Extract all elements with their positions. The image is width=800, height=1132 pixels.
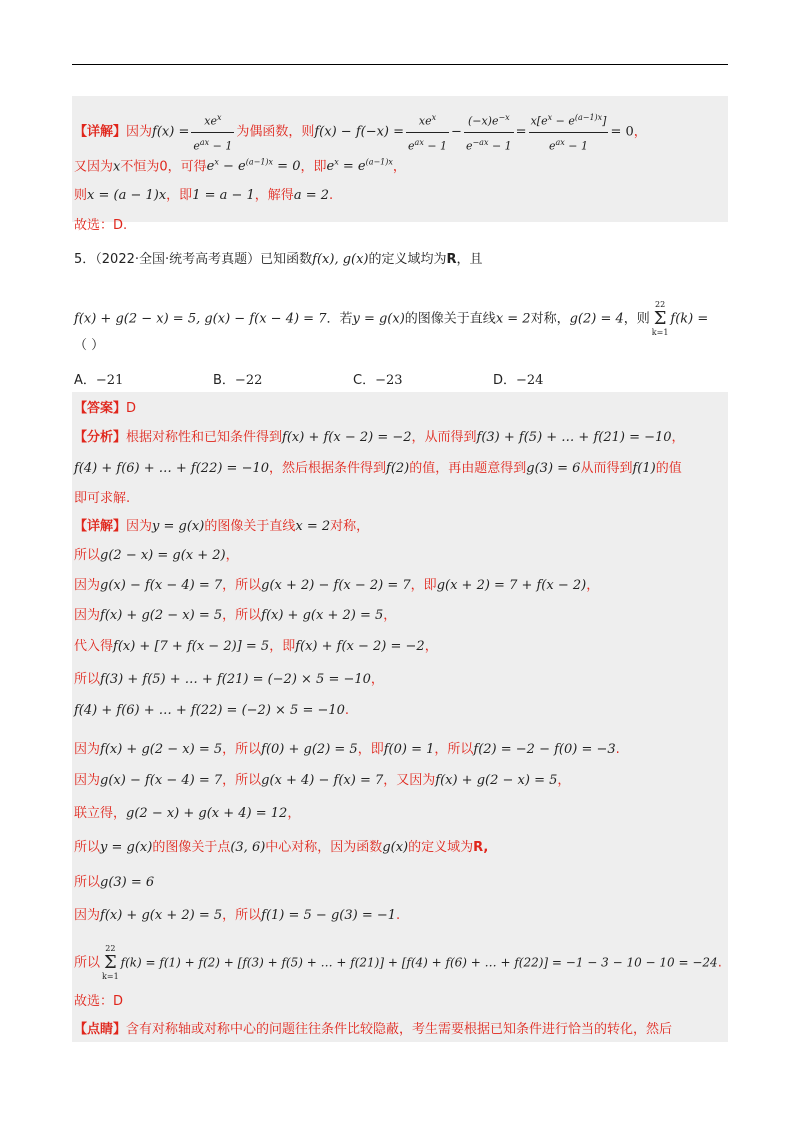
detail-line-3: 因为g(x) − f(x − 4) = 7，所以g(x + 2) − f(x − 2) = 7，即g(x + 2) = 7 + f(x − 2)，	[74, 578, 600, 593]
q5-paren: （ ）	[74, 338, 105, 353]
detail-line-9: 因为g(x) − f(x − 4) = 7，所以g(x + 4) − f(x) = 7，又因为f(x) + g(2 − x) = 5，	[74, 773, 571, 788]
detail-choice: 故选：D	[74, 994, 124, 1009]
detail-line-14: 所以 22 Σ k=1 f(k) = f(1) + f(2) + [f(3) + f(5) + … + f(21)] + [f(4) + f(6) + … + f(22)] = −1 − 3 − 10 − 10 = −24.	[74, 944, 722, 981]
detail-line-5: 代入得f(x) + [7 + f(x − 2)] = 5，即f(x) + f(x − 2) = −2，	[74, 639, 438, 654]
fraction: $\frac{xe^x}{e^{ax} - 1}$	[191, 108, 234, 156]
answer-line: 【答案】D	[74, 401, 137, 416]
q4-choice: 故选：D.	[74, 218, 128, 233]
question-number: 5．	[74, 252, 96, 267]
detail-line-6: 所以f(3) + f(5) + … + f(21) = (−2) × 5 = −10，	[74, 672, 384, 687]
detail-line-10: 联立得，g(2 − x) + g(x + 4) = 12，	[74, 806, 301, 821]
q5-stem-line-1: 5．（2022·全国·统考高考真题）已知函数f(x), g(x)的定义域均为R，且	[74, 252, 483, 267]
fraction: $\frac{(-x)e^{-x}}{e^{-ax} - 1}$	[464, 108, 514, 156]
q4-detail-line-1: 【详解】因为f(x) = $\frac{xe^x}{e^{ax} - 1}$ 为偶函数，则f(x) − f(−x) = $\frac{xe^x}{e^{ax} - 1}$ − $\frac{(-x)e^{-x}}{e^{-ax} - 1}$ = $\frac{x[e^x - e^{(a-1)x}]}{e^{ax} - 1}$ = 0，	[74, 108, 647, 156]
comment-line: 【点睛】含有对称轴或对称中心的问题往往条件比较隐蔽，考生需要根据已知条件进行恰当的转化，然后	[74, 1022, 673, 1037]
detail-line-4: 因为f(x) + g(2 − x) = 5，所以f(x) + g(x + 2) = 5，	[74, 608, 397, 623]
fraction: $\frac{x[e^x - e^{(a-1)x}]}{e^{ax} - 1}$	[529, 108, 609, 156]
detail-line-12: 所以g(3) = 6	[74, 875, 155, 890]
option-c[interactable]: C．−23	[353, 373, 403, 388]
header-rule	[72, 64, 728, 65]
answer-value: D	[126, 401, 137, 416]
detail-line-11: 所以y = g(x)的图像关于点(3, 6)中心对称，因为函数g(x)的定义域为R,	[74, 840, 489, 855]
q4-detail-line-2: 又因为x不恒为0，可得$e^x - e^{(a-1)x} = 0$，即$e^x = e^{(a-1)x}$，	[74, 158, 406, 175]
fraction: $\frac{xe^x}{e^{ax} - 1}$	[406, 108, 449, 156]
detail-line-2: 所以g(2 − x) = g(x + 2)，	[74, 548, 239, 563]
q4-detail-line-3: 则x = (a − 1)x，即1 = a − 1，解得a = 2.	[74, 188, 334, 203]
q5-stem-line-2: f(x) + g(2 − x) = 5, g(x) − f(x − 4) = 7．若y = g(x)的图像关于直线x = 2对称，g(2) = 4，则 22 Σ k=1 f(k) =	[74, 300, 709, 337]
option-d[interactable]: D．−24	[493, 373, 544, 388]
question-source: （2022·全国·统考高考真题）	[95, 252, 261, 267]
summation-symbol: 22 Σ k=1	[651, 300, 669, 337]
analysis-line-2: f(4) + f(6) + … + f(22) = −10，然后根据条件得到f(2)的值，再由题意得到g(3) = 6从而得到f(1)的值	[74, 461, 682, 476]
option-b[interactable]: B．−22	[213, 373, 263, 388]
analysis-line-1: 【分析】根据对称性和已知条件得到f(x) + f(x − 2) = −2，从而得到f(3) + f(5) + … + f(21) = −10，	[74, 430, 685, 445]
detail-line-13: 因为f(x) + g(x + 2) = 5，所以f(1) = 5 − g(3) = −1.	[74, 908, 401, 923]
detail-tag: 【详解】	[74, 124, 127, 140]
analysis-line-3: 即可求解.	[74, 491, 131, 506]
option-a[interactable]: A．−21	[74, 373, 124, 388]
summation-symbol: 22 Σ k=1	[102, 944, 119, 981]
detail-line-8: 因为f(x) + g(2 − x) = 5，所以f(0) + g(2) = 5，即f(0) = 1，所以f(2) = −2 − f(0) = −3.	[74, 742, 620, 757]
detail-line-1: 【详解】因为y = g(x)的图像关于直线x = 2对称，	[74, 519, 370, 534]
detail-line-7: f(4) + f(6) + … + f(22) = (−2) × 5 = −10.	[74, 703, 350, 718]
